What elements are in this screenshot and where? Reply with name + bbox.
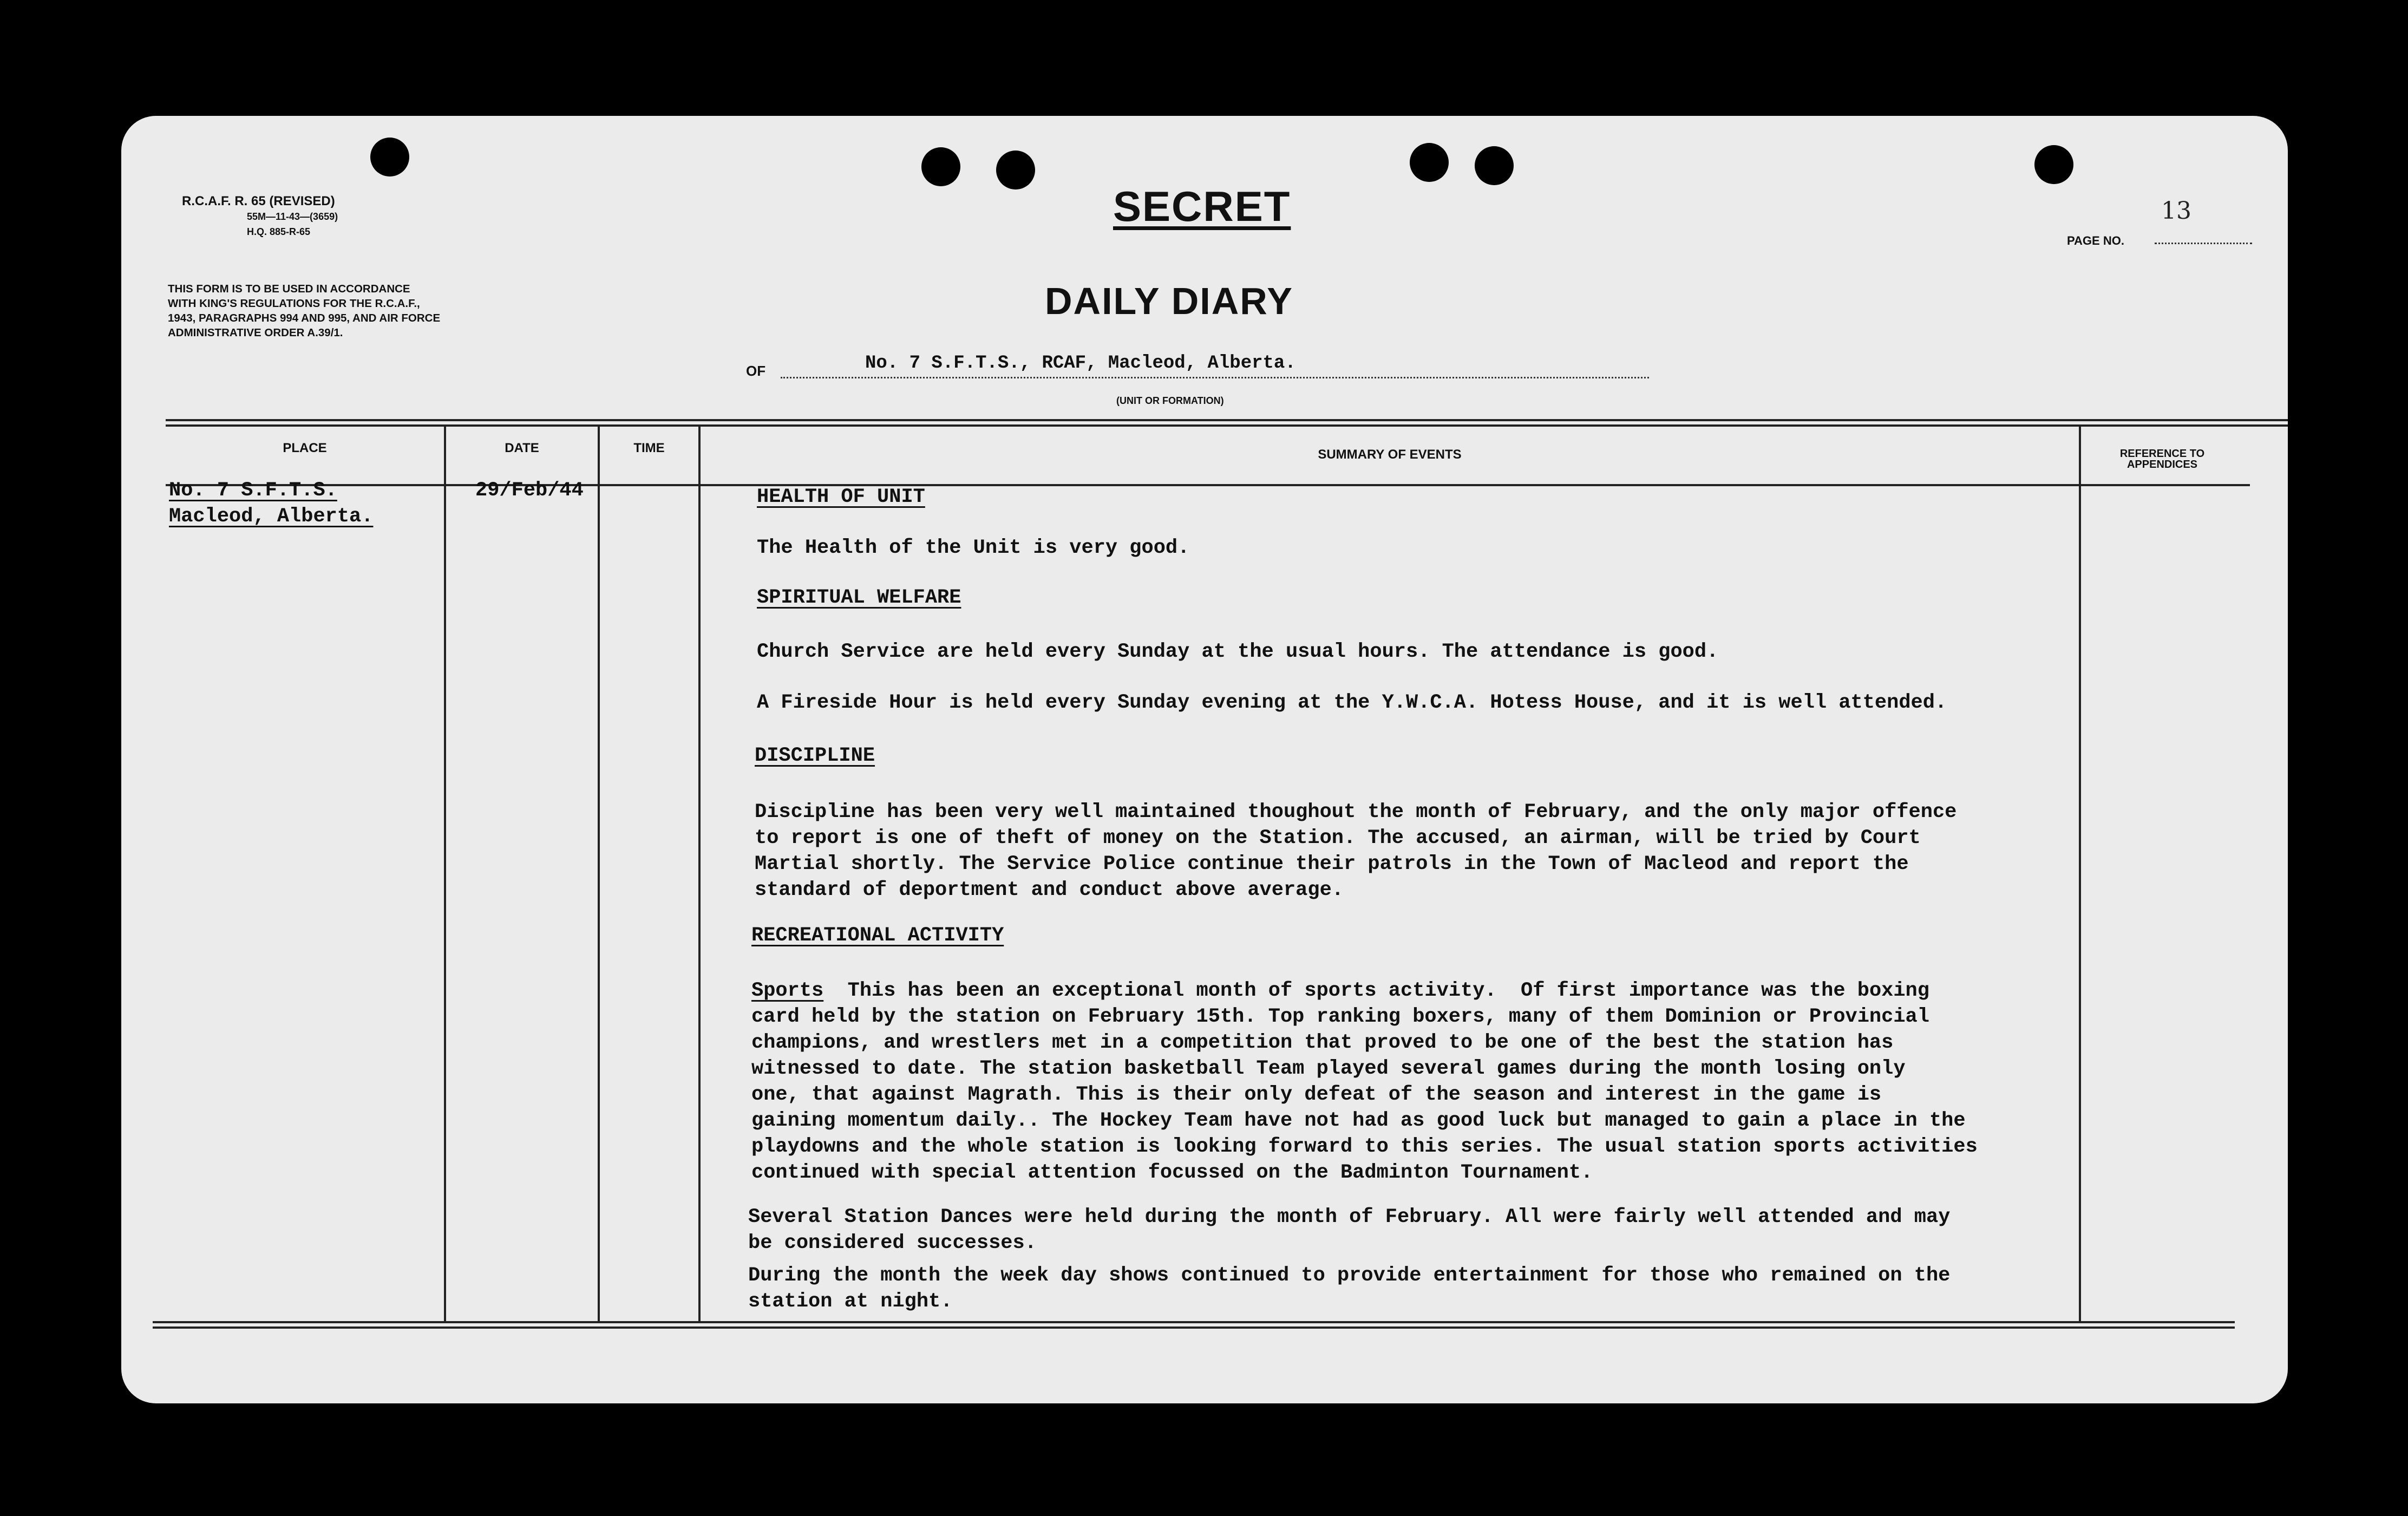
text-line: During the month the week day shows continued to provide entertainment for those who remained on the — [748, 1264, 1951, 1287]
table-bottom-rule — [153, 1327, 2235, 1329]
form-id-line: R.C.A.F. R. 65 (REVISED) — [182, 194, 335, 208]
text-line: playdowns and the whole station is looking forward to this series. The usual station sports activities — [751, 1135, 1978, 1158]
column-header-summary: SUMMARY OF EVENTS — [1318, 447, 1462, 462]
notice-line: WITH KING'S REGULATIONS FOR THE R.C.A.F., — [168, 297, 420, 310]
sports-text — [751, 978, 1978, 1186]
text-line: Several Station Dances were held during the month of February. All were fairly well attended and may — [748, 1206, 1951, 1229]
punch-hole — [2034, 145, 2073, 184]
reference-line: REFERENCE TO — [2119, 448, 2205, 460]
heading-health: HEALTH OF UNIT — [757, 486, 925, 508]
text-line: continued with special attention focussed on the Badminton Tournament. — [751, 1161, 1593, 1184]
heading-spiritual: SPIRITUAL WELFARE — [757, 586, 961, 609]
place-line: No. 7 S.F.T.S. — [169, 479, 337, 502]
dances-text — [748, 1204, 1950, 1256]
of-label: OF — [746, 363, 766, 379]
unit-name: No. 7 S.F.T.S., RCAF, Macleod, Alberta. — [865, 353, 1296, 374]
text-line: to report is one of theft of money on the Station. The accused, an airman, will be tried by Court — [755, 827, 1921, 850]
page-number: 13 — [2161, 197, 2191, 225]
sports-label: Sports — [751, 979, 824, 1002]
table-bottom-rule — [153, 1321, 2235, 1323]
column-header-place: PLACE — [283, 441, 327, 455]
form-id-line: H.Q. 885-R-65 — [247, 226, 311, 237]
heading-recreation: RECREATIONAL ACTIVITY — [751, 924, 1004, 947]
document-title: DAILY DIARY — [1045, 280, 1293, 322]
notice-line: THIS FORM IS TO BE USED IN ACCORDANCE — [168, 283, 410, 295]
text-line: card held by the station on February 15th. Top ranking boxers, many of them Dominion or Provincial — [751, 1005, 1929, 1028]
unit-line — [781, 377, 1649, 378]
text-line: be considered successes. — [748, 1232, 1037, 1254]
text-line: one, that against Magrath. This is their only defeat of the season and interest in the game is — [751, 1083, 1882, 1106]
form-identifier — [182, 194, 409, 239]
punch-hole — [370, 138, 409, 177]
punch-hole — [996, 151, 1035, 190]
column-header-reference — [2081, 448, 2243, 470]
column-divider — [444, 427, 446, 1321]
text-line: gaining momentum daily.. The Hockey Team have not had as good luck but managed to gain a place in the — [751, 1109, 1966, 1132]
classification-stamp: SECRET — [1113, 182, 1291, 230]
page-number-line — [2155, 243, 2252, 244]
spiritual-text: A Fireside Hour is held every Sunday evening at the Y.W.C.A. Hotess House, and it is well attended. — [757, 691, 1947, 714]
text-line: Martial shortly. The Service Police continue their patrols in the Town of Macleod and report the — [755, 853, 1909, 875]
heading-discipline: DISCIPLINE — [755, 744, 875, 767]
table-top-rule — [166, 424, 2288, 427]
text-line: champions, and wrestlers met in a competition that proved to be one of the best the station has — [751, 1031, 1894, 1054]
column-header-time: TIME — [633, 441, 665, 455]
text-line: witnessed to date. The station basketball Team played several games during the month losing only — [751, 1057, 1906, 1080]
diary-form-card — [121, 116, 2288, 1403]
unit-caption: (UNIT OR FORMATION) — [1116, 395, 1224, 406]
punch-hole — [1410, 143, 1449, 182]
column-divider — [598, 427, 600, 1321]
text-line: Discipline has been very well maintained thoughout the month of February, and the only major offence — [755, 801, 1957, 824]
text-line — [751, 978, 1978, 1004]
spiritual-text: Church Service are held every Sunday at the usual hours. The attendance is good. — [757, 641, 1719, 663]
text-line: station at night. — [748, 1290, 953, 1313]
regulation-notice — [168, 282, 590, 340]
column-divider — [698, 427, 701, 1321]
notice-line: 1943, PARAGRAPHS 994 AND 995, AND AIR FORCE — [168, 312, 441, 324]
sports-first-line: This has been an exceptional month of sports activity. Of first importance was the boxing — [823, 979, 1929, 1002]
punch-hole — [1475, 146, 1514, 185]
discipline-text — [755, 799, 1956, 903]
place-line: Macleod, Alberta. — [169, 505, 374, 528]
punch-hole — [921, 147, 960, 186]
reference-line: APPENDICES — [2126, 459, 2198, 471]
health-text: The Health of the Unit is very good. — [757, 537, 1190, 559]
entry-place — [169, 478, 373, 530]
shows-text — [748, 1263, 1950, 1315]
table-top-rule — [166, 419, 2288, 421]
page-number-label: PAGE NO. — [2067, 234, 2124, 247]
column-divider — [2079, 427, 2081, 1321]
text-line: standard of deportment and conduct above average. — [755, 879, 1344, 901]
entry-date: 29/Feb/44 — [475, 479, 584, 502]
form-id-line: 55M—11-43—(3659) — [247, 211, 338, 222]
column-header-date: DATE — [505, 441, 539, 455]
notice-line: ADMINISTRATIVE ORDER A.39/1. — [168, 326, 343, 339]
